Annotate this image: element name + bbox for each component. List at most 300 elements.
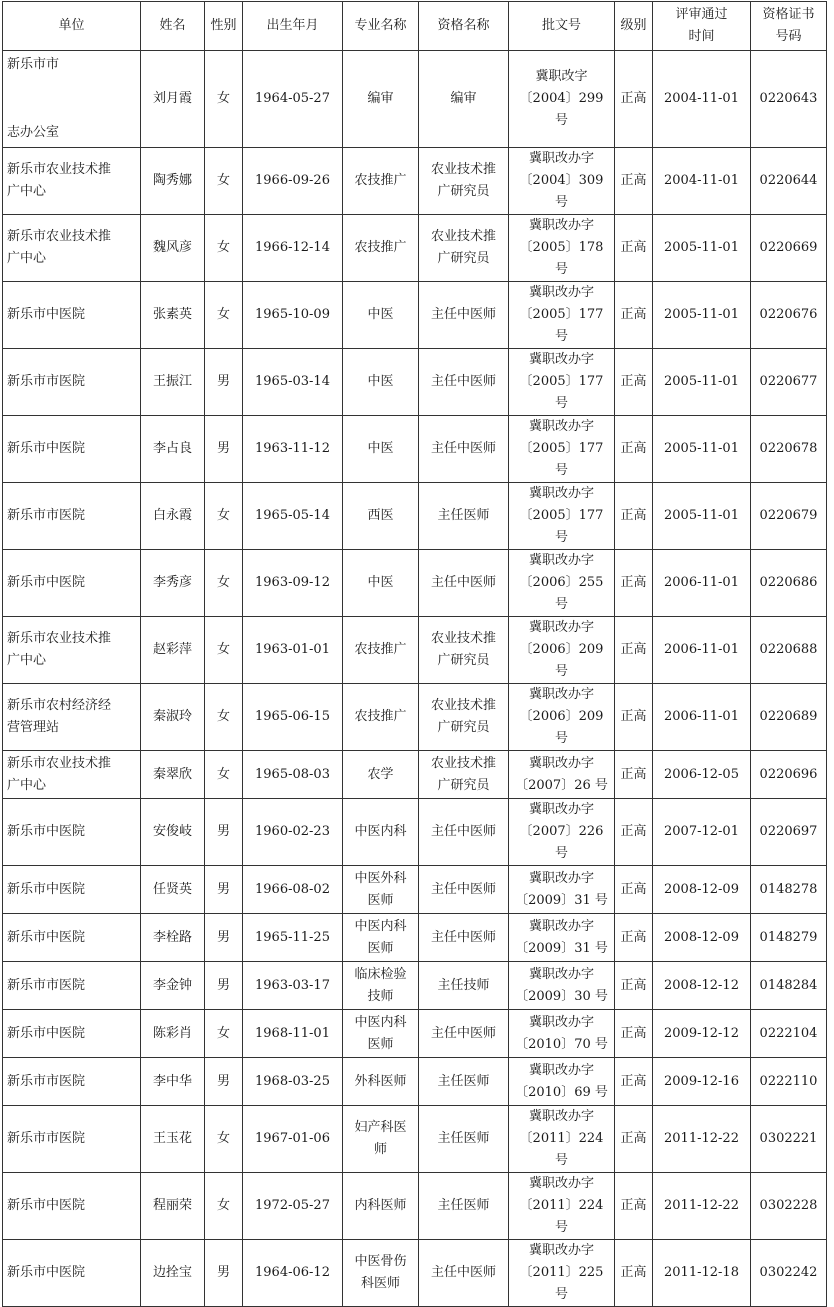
cell-gender-text: 男 <box>216 824 230 839</box>
cell-review_date-text: 2006-11-01 <box>664 575 739 590</box>
cell-major-text: 农学 <box>367 766 394 782</box>
cell-qualification-text: 农业技术推 广研究员 <box>430 698 496 735</box>
cell-cert_no-text: 0148278 <box>759 881 818 897</box>
cell-birth <box>243 1010 343 1058</box>
cell-cert_no <box>751 866 827 914</box>
cell-name <box>141 215 205 282</box>
cell-cert_no <box>751 1106 827 1173</box>
cell-level-text: 正高 <box>620 508 647 523</box>
cell-gender-text: 女 <box>216 508 230 523</box>
cell-level <box>615 866 653 914</box>
table-body <box>3 51 827 1307</box>
cell-review_date-text: 2011-12-22 <box>664 1198 739 1213</box>
cell-gender-text: 女 <box>216 307 230 322</box>
cell-birth-text: 1972-05-27 <box>255 1198 330 1213</box>
cell-cert_no <box>751 1010 827 1058</box>
cell-birth-text: 1966-08-02 <box>255 881 330 897</box>
cell-cert_no <box>751 483 827 550</box>
cell-gender-text: 男 <box>216 1265 230 1280</box>
cell-review_date <box>653 914 751 962</box>
column-header-qualification <box>419 2 509 51</box>
cell-review_date <box>653 349 751 416</box>
cell-review_date <box>653 962 751 1010</box>
cell-gender <box>205 550 243 617</box>
cell-name-text: 李中华 <box>152 1073 192 1089</box>
cell-qualification-text: 主任中医师 <box>430 929 496 945</box>
cell-review_date <box>653 483 751 550</box>
cell-level <box>615 349 653 416</box>
cell-major <box>343 914 419 962</box>
cell-level-text: 正高 <box>620 575 647 590</box>
cell-approval <box>509 483 615 550</box>
cell-review_date-text: 2009-12-12 <box>664 1025 739 1041</box>
cell-unit <box>3 914 141 962</box>
cell-cert_no <box>751 550 827 617</box>
cell-cert_no <box>751 1240 827 1307</box>
cell-qualification <box>419 1173 509 1240</box>
cell-gender <box>205 962 243 1010</box>
cell-cert_no-text: 0220678 <box>759 441 818 456</box>
cell-qualification <box>419 962 509 1010</box>
cell-review_date <box>653 799 751 866</box>
cell-unit <box>3 1010 141 1058</box>
column-header-label: 出生年月 <box>266 18 319 33</box>
cell-major-text: 中医 <box>367 374 394 389</box>
column-header-approval <box>509 2 615 51</box>
cell-review_date <box>653 1106 751 1173</box>
cell-level-text: 正高 <box>620 929 647 945</box>
cell-unit <box>3 550 141 617</box>
table-row <box>3 51 827 148</box>
cell-name-text: 李占良 <box>152 441 192 456</box>
cell-birth-text: 1960-02-23 <box>255 824 330 839</box>
cell-name <box>141 962 205 1010</box>
column-header-birth <box>243 2 343 51</box>
cell-name <box>141 1010 205 1058</box>
cell-birth <box>243 617 343 684</box>
cell-gender <box>205 684 243 751</box>
cell-unit <box>3 416 141 483</box>
cell-name <box>141 1058 205 1106</box>
cell-review_date-text: 2011-12-22 <box>664 1131 739 1146</box>
cell-cert_no <box>751 962 827 1010</box>
cell-birth-text: 1966-09-26 <box>255 173 330 188</box>
cell-major <box>343 1106 419 1173</box>
cell-cert_no-text: 0148279 <box>759 929 818 945</box>
cell-approval-text: 冀职改办字 〔2011〕224 号 <box>519 1109 604 1168</box>
column-header-unit <box>3 2 141 51</box>
cell-gender <box>205 751 243 799</box>
cell-level-text: 正高 <box>620 307 647 322</box>
table-row <box>3 617 827 684</box>
cell-approval <box>509 282 615 349</box>
cell-major <box>343 1058 419 1106</box>
cell-level <box>615 751 653 799</box>
cell-name-text: 李秀彦 <box>152 575 192 590</box>
cell-review_date <box>653 617 751 684</box>
cell-level-text: 正高 <box>620 1073 647 1089</box>
cell-name-text: 王玉花 <box>152 1131 192 1146</box>
cell-unit-text: 新乐市市医院 <box>7 1131 86 1146</box>
cell-level <box>615 550 653 617</box>
cell-name <box>141 1240 205 1307</box>
cell-approval <box>509 51 615 148</box>
cell-birth <box>243 349 343 416</box>
cell-level-text: 正高 <box>620 824 647 839</box>
cell-gender-text: 女 <box>216 642 230 657</box>
cell-cert_no-text: 0220679 <box>759 508 818 523</box>
table-row <box>3 349 827 416</box>
cell-review_date-text: 2006-11-01 <box>664 709 739 724</box>
cell-major-text: 临床检验 技师 <box>354 966 407 1004</box>
cell-level-text: 正高 <box>620 240 647 255</box>
unit-line: 志办公室 <box>7 125 60 140</box>
cell-level <box>615 148 653 215</box>
cell-major <box>343 215 419 282</box>
cell-approval-text: 冀职改办字 〔2006〕209 号 <box>519 620 604 679</box>
cell-major <box>343 349 419 416</box>
cell-approval <box>509 866 615 914</box>
column-header-review_date <box>653 2 751 51</box>
cell-approval-text: 冀职改办字 〔2004〕309 号 <box>519 151 604 210</box>
cell-major <box>343 684 419 751</box>
column-header-level <box>615 2 653 51</box>
cell-level-text: 正高 <box>620 374 647 389</box>
cell-approval-text: 冀职改办字 〔2007〕26 号 <box>515 755 608 793</box>
cell-approval <box>509 215 615 282</box>
cell-major <box>343 1173 419 1240</box>
cell-level-text: 正高 <box>620 1025 647 1041</box>
cell-cert_no <box>751 799 827 866</box>
cell-birth-text: 1964-05-27 <box>255 91 330 106</box>
qualification-table <box>2 1 827 1307</box>
column-header-label: 专业名称 <box>354 18 407 33</box>
cell-major-text: 农技推广 <box>354 642 407 657</box>
cell-gender <box>205 148 243 215</box>
cell-name-text: 李栓路 <box>152 929 192 945</box>
cell-unit-text: 新乐市市医院 <box>7 508 86 523</box>
cell-approval-text: 冀职改办字 〔2005〕177 号 <box>519 486 604 545</box>
cell-review_date <box>653 1058 751 1106</box>
cell-review_date <box>653 1240 751 1307</box>
cell-unit <box>3 148 141 215</box>
cell-unit <box>3 962 141 1010</box>
cell-major-text: 中医 <box>367 441 394 456</box>
cell-level <box>615 215 653 282</box>
cell-qualification <box>419 349 509 416</box>
cell-major-text: 农技推广 <box>354 173 407 188</box>
cell-approval-text: 冀职改办字 〔2005〕178 号 <box>519 218 604 277</box>
cell-gender <box>205 799 243 866</box>
cell-qualification-text: 主任中医师 <box>430 441 496 456</box>
cell-level-text: 正高 <box>620 1198 647 1213</box>
cell-approval <box>509 349 615 416</box>
cell-qualification <box>419 866 509 914</box>
cell-birth <box>243 416 343 483</box>
cell-unit <box>3 51 141 148</box>
table-row <box>3 914 827 962</box>
cell-gender <box>205 1173 243 1240</box>
table-row <box>3 1240 827 1307</box>
cell-qualification <box>419 751 509 799</box>
cell-cert_no-text: 0220697 <box>759 824 818 839</box>
cell-review_date <box>653 1173 751 1240</box>
cell-qualification-text: 主任中医师 <box>430 824 496 839</box>
cell-birth <box>243 215 343 282</box>
cell-unit-text: 新乐市市医院 <box>7 977 86 993</box>
cell-unit-text: 新乐市中医院 <box>7 575 86 590</box>
cell-major <box>343 1010 419 1058</box>
table-row <box>3 483 827 550</box>
cell-name <box>141 282 205 349</box>
table-row <box>3 215 827 282</box>
cell-cert_no-text: 0220643 <box>759 91 818 106</box>
column-header-name <box>141 2 205 51</box>
cell-name-text: 魏风彦 <box>152 240 192 255</box>
cell-review_date <box>653 148 751 215</box>
cell-unit <box>3 282 141 349</box>
table-row <box>3 148 827 215</box>
cell-name-text: 秦翠欣 <box>152 766 192 782</box>
cell-major <box>343 51 419 148</box>
cell-level <box>615 684 653 751</box>
cell-level <box>615 962 653 1010</box>
cell-qualification <box>419 416 509 483</box>
cell-birth-text: 1967-01-06 <box>255 1131 330 1146</box>
cell-level-text: 正高 <box>620 1265 647 1280</box>
cell-qualification-text: 农业技术推 广研究员 <box>430 162 496 199</box>
cell-name-text: 安俊岐 <box>152 824 192 839</box>
cell-approval <box>509 148 615 215</box>
table-row <box>3 799 827 866</box>
cell-cert_no <box>751 148 827 215</box>
cell-review_date-text: 2004-11-01 <box>664 173 739 188</box>
cell-major-text: 中医 <box>367 575 394 590</box>
cell-level <box>615 483 653 550</box>
cell-level <box>615 1173 653 1240</box>
cell-review_date-text: 2008-12-09 <box>664 881 739 897</box>
column-header-label: 评审通过 时间 <box>675 7 728 44</box>
cell-name <box>141 914 205 962</box>
cell-review_date <box>653 416 751 483</box>
cell-approval-text: 冀职改办字 〔2009〕31 号 <box>515 870 608 908</box>
cell-name-text: 李金钟 <box>152 977 192 993</box>
cell-birth <box>243 148 343 215</box>
cell-birth-text: 1968-11-01 <box>255 1025 330 1041</box>
cell-review_date-text: 2006-11-01 <box>664 642 739 657</box>
cell-review_date-text: 2008-12-09 <box>664 929 739 945</box>
cell-approval-text: 冀职改办字 〔2005〕177 号 <box>519 352 604 411</box>
cell-name-text: 边拴宝 <box>152 1265 192 1280</box>
cell-qualification <box>419 617 509 684</box>
cell-major-text: 中医内科 医师 <box>354 1014 407 1052</box>
table-row <box>3 962 827 1010</box>
cell-qualification-text: 主任中医师 <box>430 1025 496 1041</box>
cell-birth <box>243 684 343 751</box>
column-header-label: 资格证书 号码 <box>762 7 815 44</box>
cell-level-text: 正高 <box>620 173 647 188</box>
cell-gender <box>205 215 243 282</box>
cell-qualification-text: 农业技术推 广研究员 <box>430 755 496 793</box>
cell-major-text: 中医内科 医师 <box>354 918 407 956</box>
cell-qualification-text: 主任医师 <box>437 1131 490 1146</box>
cell-major <box>343 550 419 617</box>
cell-approval-text: 冀职改办字 〔2006〕209 号 <box>519 687 604 746</box>
table-row <box>3 1010 827 1058</box>
cell-cert_no-text: 0220644 <box>759 173 818 188</box>
cell-name <box>141 51 205 148</box>
cell-birth <box>243 550 343 617</box>
cell-level <box>615 799 653 866</box>
cell-review_date <box>653 550 751 617</box>
cell-gender-text: 男 <box>216 374 230 389</box>
cell-cert_no <box>751 349 827 416</box>
table-row <box>3 550 827 617</box>
cell-qualification-text: 主任中医师 <box>430 374 496 389</box>
cell-cert_no <box>751 1058 827 1106</box>
cell-qualification-text: 主任中医师 <box>430 881 496 897</box>
cell-review_date-text: 2011-12-18 <box>664 1265 739 1280</box>
cell-cert_no-text: 0220686 <box>759 575 818 590</box>
cell-unit <box>3 1240 141 1307</box>
cell-name <box>141 617 205 684</box>
cell-level <box>615 1240 653 1307</box>
cell-level-text: 正高 <box>620 1131 647 1146</box>
cell-gender-text: 女 <box>216 766 230 782</box>
cell-review_date-text: 2005-11-01 <box>664 441 739 456</box>
cell-cert_no <box>751 684 827 751</box>
cell-approval <box>509 1010 615 1058</box>
cell-review_date-text: 2007-12-01 <box>664 824 739 839</box>
cell-unit-text: 新乐市农村经济经 营管理站 <box>7 698 112 735</box>
cell-birth-text: 1963-03-17 <box>255 977 330 993</box>
cell-gender-text: 男 <box>216 1073 230 1089</box>
table-row <box>3 416 827 483</box>
cell-unit-text: 新乐市中医院 <box>7 1265 86 1280</box>
cell-birth <box>243 282 343 349</box>
cell-major <box>343 799 419 866</box>
cell-unit-text: 新乐市中医院 <box>7 307 86 322</box>
cell-gender <box>205 866 243 914</box>
cell-name <box>141 349 205 416</box>
cell-level <box>615 1010 653 1058</box>
cell-name-text: 陶秀娜 <box>152 173 192 188</box>
cell-unit-text: 新乐市农业技术推 广中心 <box>7 755 112 793</box>
cell-level <box>615 1058 653 1106</box>
cell-approval <box>509 751 615 799</box>
cell-unit <box>3 684 141 751</box>
cell-gender-text: 男 <box>216 929 230 945</box>
cell-name-text: 白永霞 <box>152 508 192 523</box>
column-header-label: 批文号 <box>541 18 581 33</box>
cell-name-text: 张素英 <box>152 307 192 322</box>
cell-birth <box>243 1058 343 1106</box>
cell-qualification-text: 农业技术推 广研究员 <box>430 631 496 668</box>
cell-level-text: 正高 <box>620 766 647 782</box>
cell-major-text: 中医外科 医师 <box>354 870 407 908</box>
cell-unit-text: 新乐市中医院 <box>7 929 86 945</box>
cell-name-text: 王振江 <box>152 374 192 389</box>
cell-cert_no-text: 0220669 <box>759 240 818 255</box>
column-header-label: 姓名 <box>159 18 186 33</box>
cell-gender-text: 女 <box>216 1198 230 1213</box>
cell-approval-text: 冀职改办字 〔2010〕69 号 <box>515 1062 608 1100</box>
cell-cert_no <box>751 914 827 962</box>
cell-unit-text: 新乐市农业技术推 广中心 <box>7 162 112 199</box>
cell-gender <box>205 416 243 483</box>
cell-qualification-text: 主任技师 <box>437 977 490 993</box>
cell-major-text: 西医 <box>367 508 394 523</box>
cell-qualification <box>419 51 509 148</box>
cell-birth <box>243 1173 343 1240</box>
cell-gender-text: 女 <box>216 575 230 590</box>
cell-name-text: 任贤英 <box>152 881 192 897</box>
cell-unit-text: 新乐市中医院 <box>7 824 86 839</box>
cell-approval-text: 冀职改办字 〔2009〕30 号 <box>515 966 608 1004</box>
cell-gender-text: 女 <box>216 91 230 106</box>
cell-cert_no-text: 0220676 <box>759 307 818 322</box>
cell-cert_no-text: 0220677 <box>759 374 818 389</box>
cell-unit <box>3 483 141 550</box>
cell-qualification <box>419 148 509 215</box>
cell-name <box>141 550 205 617</box>
cell-review_date-text: 2005-11-01 <box>664 307 739 322</box>
cell-birth-text: 1965-05-14 <box>255 508 330 523</box>
cell-major-text: 外科医师 <box>354 1073 407 1089</box>
cell-qualification <box>419 1058 509 1106</box>
cell-unit-text: 新乐市农业技术推 广中心 <box>7 229 112 266</box>
cell-approval-text: 冀职改办字 〔2006〕255 号 <box>519 553 604 612</box>
cell-major-text: 农技推广 <box>354 240 407 255</box>
cell-review_date <box>653 684 751 751</box>
cell-approval-text: 冀职改办字 〔2009〕31 号 <box>515 918 608 956</box>
cell-level-text: 正高 <box>620 881 647 897</box>
cell-qualification-text: 主任中医师 <box>430 1265 496 1280</box>
cell-level <box>615 914 653 962</box>
table-row <box>3 1106 827 1173</box>
cell-name <box>141 483 205 550</box>
cell-gender <box>205 1106 243 1173</box>
column-header-gender <box>205 2 243 51</box>
cell-cert_no <box>751 617 827 684</box>
cell-review_date <box>653 866 751 914</box>
cell-gender <box>205 349 243 416</box>
cell-qualification <box>419 550 509 617</box>
cell-name <box>141 684 205 751</box>
cell-approval-text: 冀职改字 〔2004〕299 号 <box>519 69 604 128</box>
cell-cert_no <box>751 51 827 148</box>
cell-name <box>141 1106 205 1173</box>
cell-unit-text: 新乐市中医院 <box>7 1025 86 1041</box>
cell-unit-text: 新乐市市医院 <box>7 1073 86 1089</box>
cell-major <box>343 962 419 1010</box>
cell-approval-text: 冀职改办字 〔2010〕70 号 <box>515 1014 608 1052</box>
cell-qualification <box>419 1240 509 1307</box>
cell-qualification <box>419 483 509 550</box>
cell-name-text: 陈彩肖 <box>152 1025 192 1041</box>
cell-gender <box>205 483 243 550</box>
cell-review_date <box>653 1010 751 1058</box>
cell-gender-text: 女 <box>216 240 230 255</box>
cell-major <box>343 617 419 684</box>
cell-approval <box>509 1058 615 1106</box>
cell-birth <box>243 962 343 1010</box>
cell-qualification-text: 编审 <box>450 91 477 106</box>
cell-level <box>615 51 653 148</box>
cell-approval <box>509 416 615 483</box>
cell-birth <box>243 914 343 962</box>
cell-review_date-text: 2008-12-12 <box>664 977 739 993</box>
